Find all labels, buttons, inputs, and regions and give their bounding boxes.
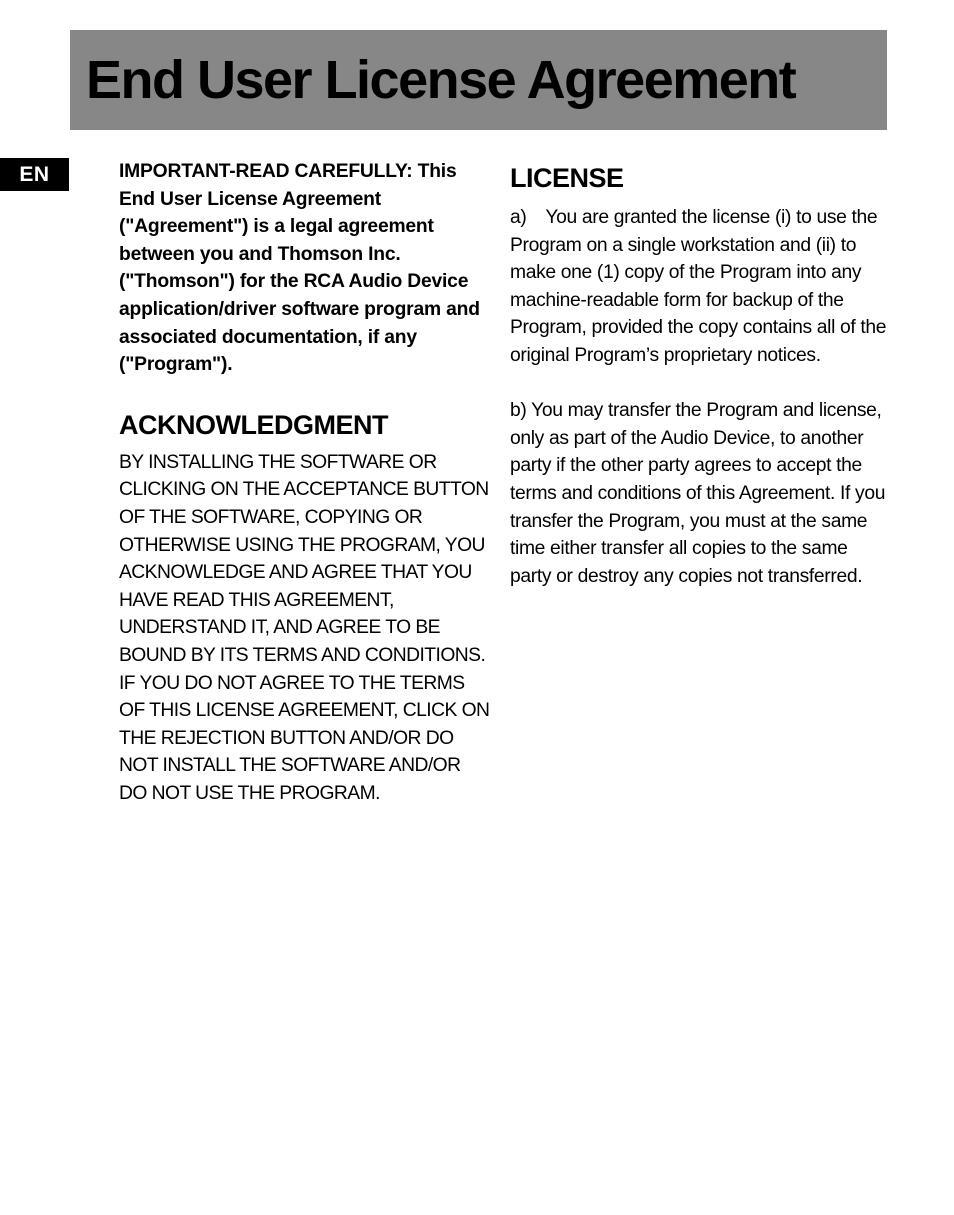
acknowledgment-heading: ACKNOWLEDGMENT	[119, 409, 388, 440]
title-banner	[70, 30, 887, 130]
license-paragraph-b: b) You may transfer the Program and license, only as part of the Audio Device, to another party if the other party agrees to accept the terms and conditions of this Agreement. If you transfer the Program, you must at the same time either transfer all copies to the same party or destroy any copies not transferred.	[510, 400, 886, 587]
license-paragraph-a: a) You are granted the license (i) to use the Program on a single workstation and (ii) to make one (1) copy of the Program into any machine-readable form for backup of the Program, provided the copy contains all of the original Program’s proprietary notices.	[510, 207, 887, 366]
left-column	[119, 158, 491, 807]
license-heading: LICENSE	[510, 163, 624, 193]
right-column	[510, 162, 888, 590]
language-tab: EN	[0, 158, 69, 191]
page-title: End User License Agreement	[86, 50, 796, 110]
intro-paragraph: IMPORTANT-READ CAREFULLY: This End User License Agreement ("Agreement") is a legal agreement between you and Thomson Inc. ("Thomson") for the RCA Audio Device application/driver software program and associated documentation, if any ("Program").	[119, 161, 480, 376]
acknowledgment-body: BY INSTALLING THE SOFTWARE OR CLICKING ON THE ACCEPTANCE BUTTON OF THE SOFTWARE, COPYING OR OTHERWISE USING THE PROGRAM, YOU ACKNOWLEDGE AND AGREE THAT YOU HAVE READ THIS AGREEMENT, UNDERSTAND IT, AND AGREE TO BE BOUND BY ITS TERMS AND CONDITIONS. IF YOU DO NOT AGREE TO THE TERMS OF THIS LICENSE AGREEMENT, CLICK ON THE REJECTION BUTTON AND/OR DO NOT INSTALL THE SOFTWARE AND/OR DO NOT USE THE PROGRAM.	[119, 451, 490, 804]
